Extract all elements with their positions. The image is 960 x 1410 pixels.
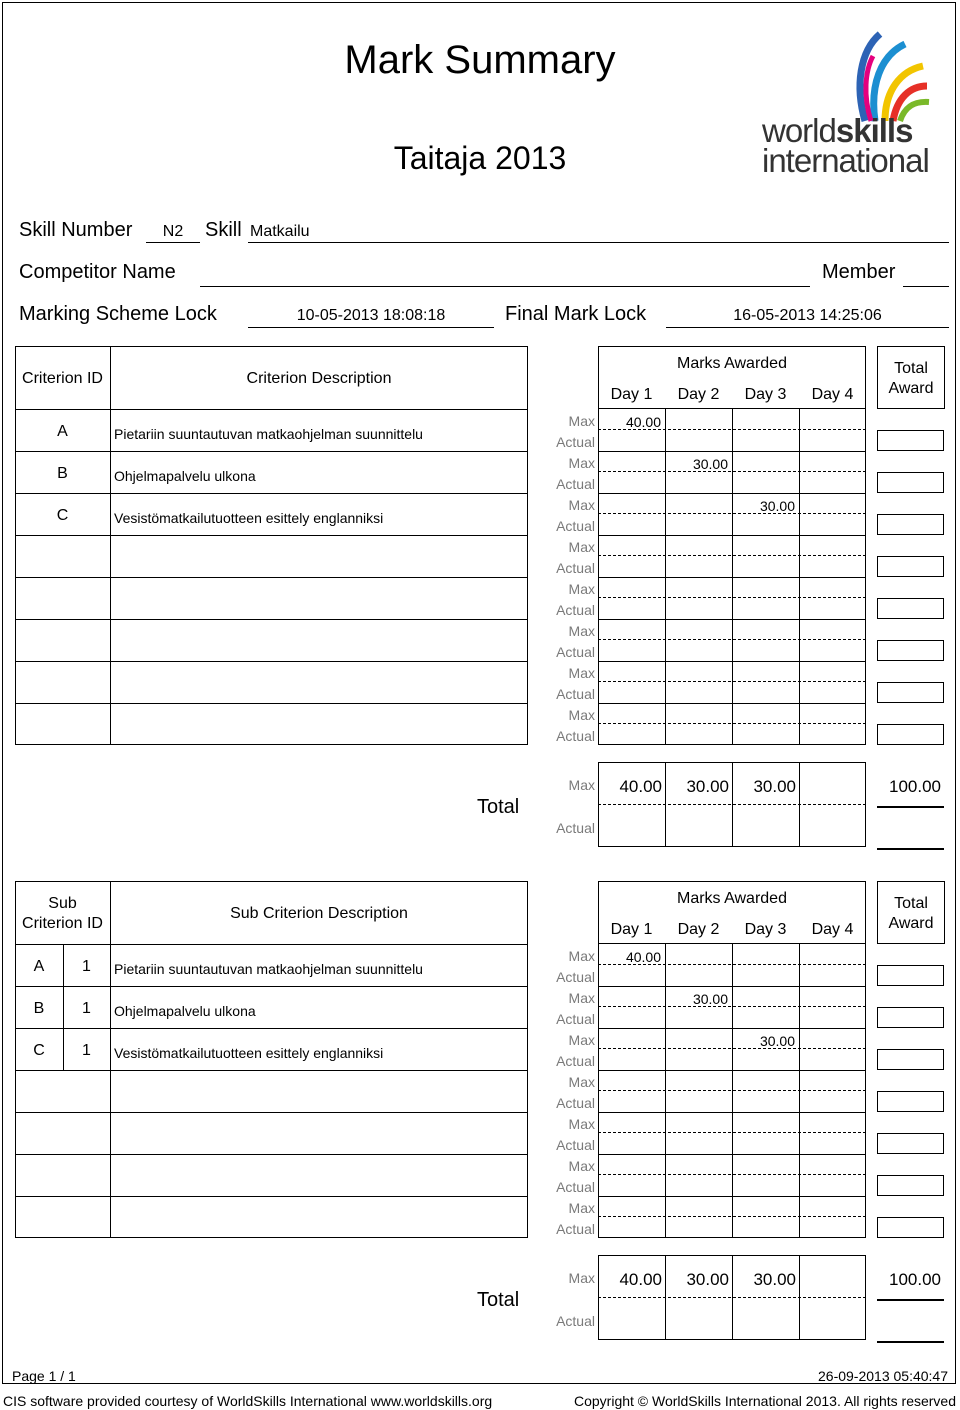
award-box	[877, 682, 944, 703]
max-label: Max	[568, 948, 595, 964]
max-label: Max	[568, 1032, 595, 1048]
award-box	[877, 1217, 944, 1238]
total-award-label: Total	[894, 360, 928, 377]
criterion-id: C	[56, 507, 69, 524]
sub-criterion-id-header: Sub	[48, 895, 77, 912]
actual-label: Actual	[556, 686, 595, 702]
copyright-text: Copyright © WorldSkills International 2013. All rights reserved	[573, 1393, 956, 1409]
total-day-2: 30.00	[686, 777, 729, 796]
award-box	[877, 1175, 944, 1196]
award-box	[877, 724, 944, 745]
criteria-table	[15, 346, 528, 745]
sub-criterion-description-header: Sub Criterion Description	[230, 905, 408, 922]
sub-criterion-id: B	[33, 1000, 45, 1017]
award-box	[877, 1007, 944, 1028]
actual-label: Actual	[556, 820, 595, 836]
skill-label: Skill	[205, 219, 242, 241]
total-award-value: 100.00	[889, 777, 941, 796]
print-timestamp: 26-09-2013 05:40:47	[818, 1368, 948, 1384]
sub-criterion-description: Ohjelmapalvelu ulkona	[114, 1003, 256, 1019]
max-label: Max	[568, 539, 595, 555]
max-label: Max	[568, 1158, 595, 1174]
actual-label: Actual	[556, 476, 595, 492]
max-label: Max	[568, 1074, 595, 1090]
logo-text-world: world	[762, 112, 836, 149]
day-2-header: Day 2	[677, 386, 720, 403]
max-label: Max	[568, 1116, 595, 1132]
day-3-header: Day 3	[744, 921, 787, 938]
marks-awarded-label: Marks Awarded	[677, 355, 787, 372]
sub-criterion-id: A	[33, 958, 45, 975]
sub-criterion-id: C	[33, 1042, 45, 1059]
max-label: Max	[568, 455, 595, 471]
total-day-1: 40.00	[619, 1270, 662, 1289]
total-award-label: Award	[888, 915, 934, 932]
competitor-name-label: Competitor Name	[19, 261, 176, 283]
actual-label: Actual	[556, 560, 595, 576]
sub-criterion-number: 1	[82, 958, 91, 975]
actual-label: Actual	[556, 728, 595, 744]
award-box	[877, 640, 944, 661]
day-1-header: Day 1	[610, 386, 653, 403]
total-day-3: 30.00	[753, 1270, 796, 1289]
criterion-id-header: Criterion ID	[22, 370, 103, 387]
max-value: 40.00	[625, 949, 661, 965]
sub-criterion-number: 1	[82, 1000, 91, 1017]
max-label: Max	[568, 1270, 595, 1286]
max-value: 30.00	[692, 456, 728, 472]
final-mark-lock-value: 16-05-2013 14:25:06	[733, 307, 882, 324]
sub-criterion-id-header: Criterion ID	[22, 915, 103, 932]
day-2-header: Day 2	[677, 921, 720, 938]
day-4-header: Day 4	[811, 386, 854, 403]
max-value: 30.00	[759, 498, 795, 514]
criterion-id: B	[57, 465, 68, 482]
award-box	[877, 514, 944, 535]
actual-label: Actual	[556, 1313, 595, 1329]
total-award-value: 100.00	[889, 1270, 941, 1289]
max-label: Max	[568, 413, 595, 429]
actual-label: Actual	[556, 1095, 595, 1111]
max-label: Max	[568, 497, 595, 513]
member-label: Member	[822, 261, 896, 283]
max-label: Max	[568, 623, 595, 639]
max-value: 30.00	[692, 991, 728, 1007]
award-box	[877, 556, 944, 577]
page-title: Mark Summary	[344, 38, 616, 82]
criterion-description-header: Criterion Description	[246, 370, 392, 387]
total-day-3: 30.00	[753, 777, 796, 796]
total-day-2: 30.00	[686, 1270, 729, 1289]
max-label: Max	[568, 665, 595, 681]
marks-awarded-label: Marks Awarded	[677, 890, 787, 907]
max-label: Max	[568, 581, 595, 597]
logo-text-skills: skills	[835, 112, 913, 149]
criterion-description: Ohjelmapalvelu ulkona	[114, 468, 256, 484]
total-award-label: Total	[894, 895, 928, 912]
max-label: Max	[568, 990, 595, 1006]
final-mark-lock-label: Final Mark Lock	[505, 303, 647, 325]
actual-label: Actual	[556, 434, 595, 450]
day-1-header: Day 1	[610, 921, 653, 938]
total-award-label: Award	[888, 380, 934, 397]
day-4-header: Day 4	[811, 921, 854, 938]
actual-label: Actual	[556, 1137, 595, 1153]
marking-scheme-lock-label: Marking Scheme Lock	[19, 303, 217, 325]
criterion-description: Pietariin suuntautuvan matkaohjelman suunnittelu	[114, 426, 423, 442]
skill-number-label: Skill Number	[19, 219, 133, 241]
courtesy-text: CIS software provided courtesy of WorldSkills International www.worldskills.org	[3, 1393, 493, 1409]
skill-number-value: N2	[162, 223, 184, 240]
award-box	[877, 1091, 944, 1112]
total-label: Total	[477, 796, 520, 818]
actual-label: Actual	[556, 518, 595, 534]
actual-label: Actual	[556, 1179, 595, 1195]
max-value: 40.00	[625, 414, 661, 430]
actual-label: Actual	[556, 1053, 595, 1069]
actual-label: Actual	[556, 1011, 595, 1027]
actual-label: Actual	[556, 969, 595, 985]
actual-label: Actual	[556, 602, 595, 618]
sub-criterion-description: Vesistömatkailutuotteen esittely englanniksi	[114, 1045, 384, 1061]
max-label: Max	[568, 777, 595, 793]
max-label: Max	[568, 1200, 595, 1216]
marking-scheme-lock-value: 10-05-2013 18:08:18	[296, 307, 446, 324]
award-box	[877, 1049, 944, 1070]
award-box	[877, 430, 944, 451]
page-number: Page 1 / 1	[12, 1368, 76, 1384]
award-box	[877, 1133, 944, 1154]
sub-criterion-number: 1	[82, 1042, 91, 1059]
total-day-1: 40.00	[619, 777, 662, 796]
award-box	[877, 965, 944, 986]
skill-value: Matkailu	[250, 223, 310, 240]
criterion-description: Vesistömatkailutuotteen esittely englanniksi	[114, 510, 384, 526]
max-value: 30.00	[759, 1033, 795, 1049]
sub-criterion-description: Pietariin suuntautuvan matkaohjelman suunnittelu	[114, 961, 423, 977]
actual-label: Actual	[556, 1221, 595, 1237]
actual-label: Actual	[556, 644, 595, 660]
logo-text-international: international	[762, 142, 929, 179]
award-box	[877, 598, 944, 619]
max-label: Max	[568, 707, 595, 723]
total-label: Total	[477, 1289, 520, 1311]
award-box	[877, 472, 944, 493]
day-3-header: Day 3	[744, 386, 787, 403]
criterion-id: A	[57, 423, 68, 440]
logo-swirl-icon	[845, 26, 935, 126]
event-name: Taitaja 2013	[393, 140, 567, 176]
